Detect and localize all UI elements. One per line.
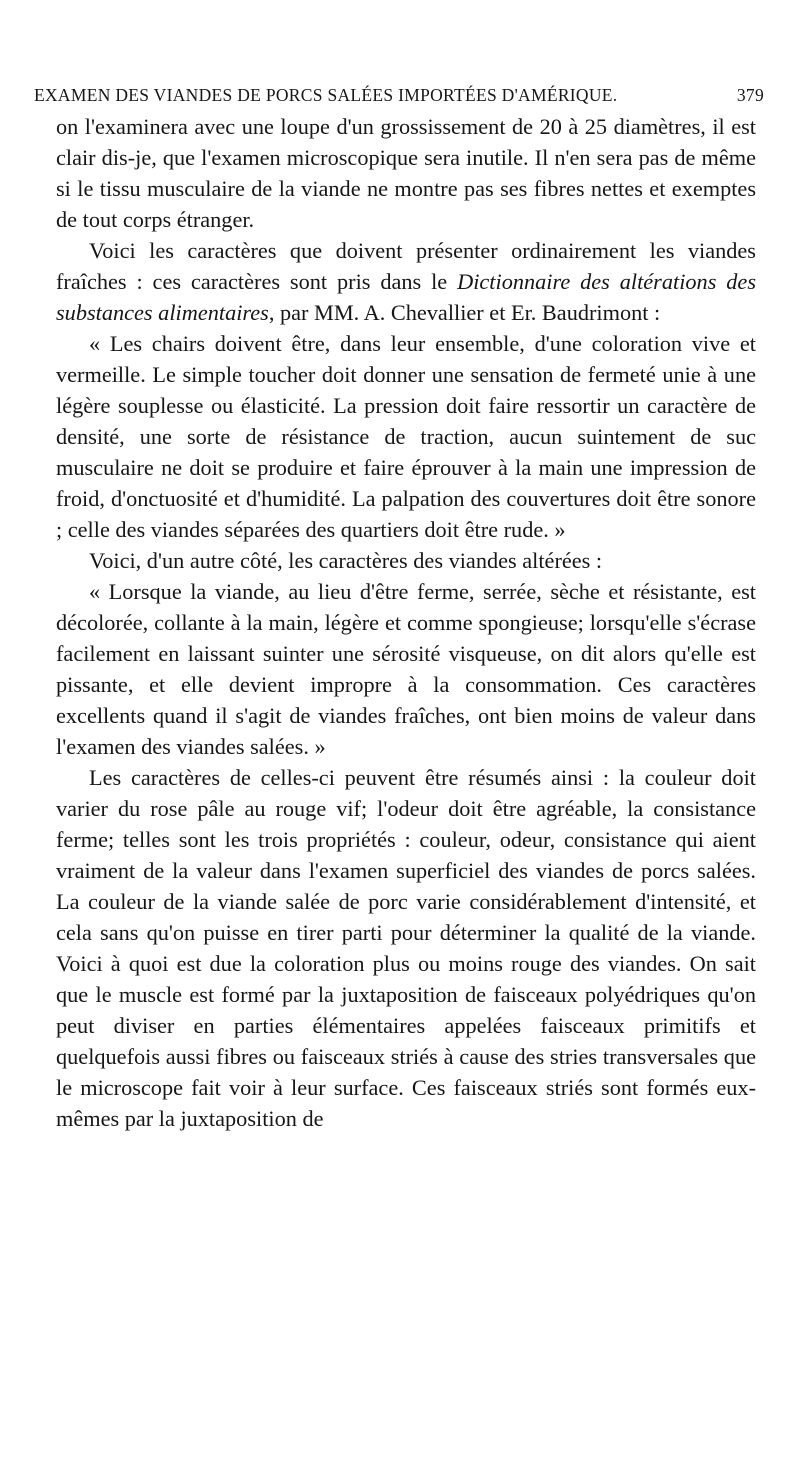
running-title: EXAMEN DES VIANDES DE PORCS SALÉES IMPORTÉES D'AMÉRIQUE. [34,85,618,105]
paragraph-text: Voici les caractères que doivent présenter ordinairement les viandes fraîches : ces caractères sont pris dans le [56,238,756,294]
page-number: 379 [736,85,764,105]
paragraph-salted-meat: Les caractères de celles-ci peuvent être résumés ainsi : la couleur doit varier du rose pâle au rouge vif; l'odeur doit être agréable, la consistance ferme; telles sont les trois propriétés : couleur, odeur, consistance qui aient vraiment de la valeur dans l'examen superficiel des viandes de porcs salées. La couleur de la viande salée de porc varie considérablement d'intensité, et cela sans qu'on puisse en tirer parti pour déterminer la qualité de la viande. Voici à quoi est due la coloration plus ou moins rouge des viandes. On sait que le muscle est formé par la juxtaposition de faisceaux polyédriques qu'on peut diviser en parties élémentaires appelées faisceaux primitifs et quelquefois aussi fibres ou faisceaux striés à cause des stries transversales que le microscope fait voir à leur surface. Ces faisceaux striés sont formés eux-mêmes par la juxtaposition de [56,765,756,1131]
paragraph-altered-meat-intro: Voici, d'un autre côté, les caractères des viandes altérées : [89,548,603,573]
body-text [56,111,756,1134]
book-title-citation: Dictionnaire des altérations des substances alimentaires [56,269,756,325]
quote-altered-meat: « Lorsque la viande, au lieu d'être ferme, serrée, sèche et résistante, est décolorée, collante à la main, légère et comme spongieuse; lorsqu'elle s'écrase facilement en laissant suinter une sérosité visqueuse, on dit alors qu'elle est pissante, et elle devient impropre à la consommation. Ces caractères excellents quand il s'agit de viandes fraîches, ont bien moins de valeur dans l'examen des viandes salées. » [56,579,756,759]
paragraph-fresh-meat-intro [56,235,756,328]
quote-fresh-meat: « Les chairs doivent être, dans leur ensemble, d'une coloration vive et vermeille. Le simple toucher doit donner une sensation de fermeté unie à une légère souplesse ou élasticité. La pression doit faire ressortir un caractère de densité, une sorte de résistance de traction, aucun suintement de suc musculaire ne doit se produire et faire éprouver à la main une impression de froid, d'onctuosité et d'humidité. La palpation des couvertures doit être sonore ; celle des viandes séparées des quartiers doit être rude. » [56,331,756,542]
paragraph-text: , par MM. A. Chevallier et Er. Baudrimont : [268,300,661,325]
running-header [34,85,764,111]
paragraph-continuation: on l'examinera avec une loupe d'un grossissement de 20 à 25 diamètres, il est clair dis-je, que l'examen microscopique sera inutile. Il n'en sera pas de même si le tissu musculaire de la viande ne montre pas ses fibres nettes et exemptes de tout corps étranger. [56,114,756,232]
